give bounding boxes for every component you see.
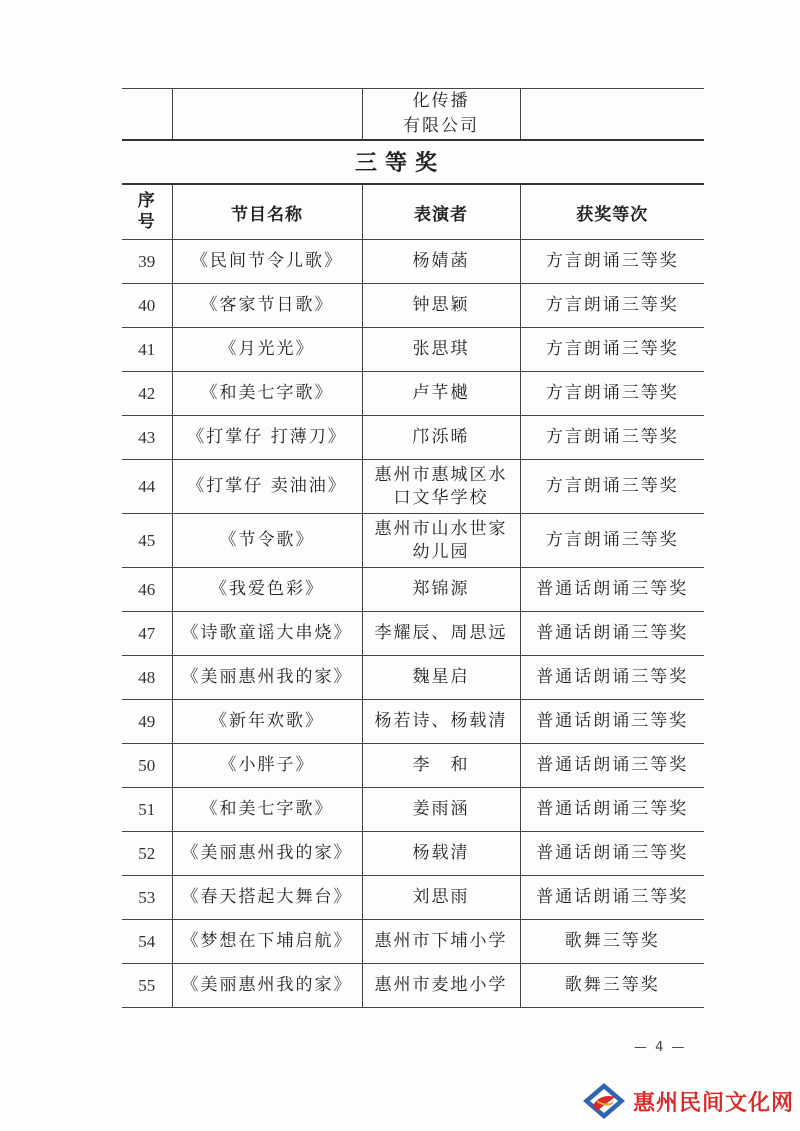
program-name: 《打掌仔 打薄刀》 — [172, 416, 362, 460]
table-row — [122, 612, 704, 656]
program-name: 《春天搭起大舞台》 — [172, 876, 362, 920]
performer-name: 杨载清 — [362, 832, 520, 876]
table-row — [122, 656, 704, 700]
program-name: 《我爱色彩》 — [172, 568, 362, 612]
table-header-row — [122, 184, 704, 240]
program-name: 《节令歌》 — [172, 514, 362, 568]
continuation-cell — [520, 89, 704, 141]
program-name: 《小胖子》 — [172, 744, 362, 788]
award-level: 方言朗诵三等奖 — [520, 460, 704, 514]
performer-name: 杨婧菡 — [362, 240, 520, 284]
performer-name: 邝泺晞 — [362, 416, 520, 460]
performer-name: 郑锦源 — [362, 568, 520, 612]
award-level: 方言朗诵三等奖 — [520, 328, 704, 372]
program-name: 《梦想在下埔启航》 — [172, 920, 362, 964]
header-program: 节目名称 — [172, 184, 362, 240]
row-number: 46 — [122, 568, 172, 612]
performer-name: 杨若诗、杨载清 — [362, 700, 520, 744]
row-number: 50 — [122, 744, 172, 788]
program-name: 《月光光》 — [172, 328, 362, 372]
table-row — [122, 788, 704, 832]
row-number: 43 — [122, 416, 172, 460]
watermark-text: 惠州民间文化网 — [632, 1090, 794, 1116]
performer-name: 钟思颖 — [362, 284, 520, 328]
program-name: 《客家节日歌》 — [172, 284, 362, 328]
award-level: 歌舞三等奖 — [520, 964, 704, 1008]
header-number: 序 号 — [122, 184, 172, 240]
row-number: 49 — [122, 700, 172, 744]
performer-name: 张思琪 — [362, 328, 520, 372]
program-name: 《和美七字歌》 — [172, 372, 362, 416]
table-row — [122, 920, 704, 964]
table-row — [122, 832, 704, 876]
diamond-logo-icon — [581, 1081, 627, 1121]
row-number: 48 — [122, 656, 172, 700]
row-number: 45 — [122, 514, 172, 568]
award-level: 方言朗诵三等奖 — [520, 514, 704, 568]
section-title: 三等奖 — [354, 150, 445, 176]
program-name: 《新年欢歌》 — [172, 700, 362, 744]
header-award: 获奖等次 — [520, 184, 704, 240]
row-number: 54 — [122, 920, 172, 964]
program-name: 《民间节令儿歌》 — [172, 240, 362, 284]
performer-name: 惠州市下埔小学 — [362, 920, 520, 964]
row-number: 44 — [122, 460, 172, 514]
row-number: 39 — [122, 240, 172, 284]
performer-name: 刘思雨 — [362, 876, 520, 920]
performer-name: 魏星启 — [362, 656, 520, 700]
program-name: 《和美七字歌》 — [172, 788, 362, 832]
table-row — [122, 372, 704, 416]
performer-name: 卢芊樾 — [362, 372, 520, 416]
program-name: 《美丽惠州我的家》 — [172, 656, 362, 700]
award-level: 方言朗诵三等奖 — [520, 372, 704, 416]
continuation-cell — [172, 89, 362, 141]
awards-table — [122, 183, 704, 1008]
award-level: 方言朗诵三等奖 — [520, 416, 704, 460]
award-level: 普通话朗诵三等奖 — [520, 832, 704, 876]
continuation-cell — [122, 89, 172, 141]
performer-name: 姜雨涵 — [362, 788, 520, 832]
continuation-cell: 化传播 有限公司 — [362, 89, 520, 141]
award-level: 方言朗诵三等奖 — [520, 284, 704, 328]
row-number: 55 — [122, 964, 172, 1008]
table-row — [122, 964, 704, 1008]
program-name: 《美丽惠州我的家》 — [172, 832, 362, 876]
table-row — [122, 328, 704, 372]
performer-name: 李耀辰、周思远 — [362, 612, 520, 656]
page-number: — 4 — — [634, 1040, 687, 1055]
table-row — [122, 284, 704, 328]
program-name: 《打掌仔 卖油油》 — [172, 460, 362, 514]
performer-name: 惠州市麦地小学 — [362, 964, 520, 1008]
table-row — [122, 460, 704, 514]
award-level: 普通话朗诵三等奖 — [520, 612, 704, 656]
table-row — [122, 240, 704, 284]
performer-name: 李 和 — [362, 744, 520, 788]
row-number: 40 — [122, 284, 172, 328]
award-level: 普通话朗诵三等奖 — [520, 876, 704, 920]
continuation-table — [122, 88, 704, 141]
row-number: 47 — [122, 612, 172, 656]
row-number: 53 — [122, 876, 172, 920]
award-level: 普通话朗诵三等奖 — [520, 788, 704, 832]
program-name: 《美丽惠州我的家》 — [172, 964, 362, 1008]
table-row — [122, 416, 704, 460]
award-level: 方言朗诵三等奖 — [520, 240, 704, 284]
award-level: 普通话朗诵三等奖 — [520, 568, 704, 612]
table-row — [122, 514, 704, 568]
table-row — [122, 568, 704, 612]
program-name: 《诗歌童谣大串烧》 — [172, 612, 362, 656]
row-number: 42 — [122, 372, 172, 416]
site-watermark — [581, 1081, 794, 1121]
header-performer: 表演者 — [362, 184, 520, 240]
continuation-row — [122, 89, 704, 141]
performer-name: 惠州市惠城区水 口文华学校 — [362, 460, 520, 514]
award-level: 普通话朗诵三等奖 — [520, 656, 704, 700]
table-row — [122, 876, 704, 920]
table-row — [122, 700, 704, 744]
row-number: 41 — [122, 328, 172, 372]
performer-name: 惠州市山水世家 幼儿园 — [362, 514, 520, 568]
row-number: 51 — [122, 788, 172, 832]
row-number: 52 — [122, 832, 172, 876]
award-level: 普通话朗诵三等奖 — [520, 700, 704, 744]
award-level: 普通话朗诵三等奖 — [520, 744, 704, 788]
award-level: 歌舞三等奖 — [520, 920, 704, 964]
table-row — [122, 744, 704, 788]
